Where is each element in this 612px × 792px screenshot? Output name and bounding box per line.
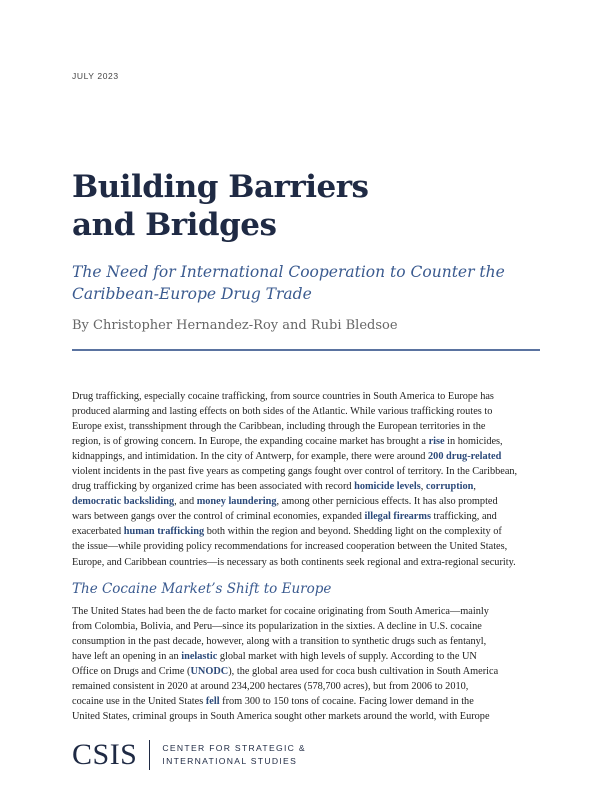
hyperlink[interactable]: fell <box>205 696 220 708</box>
text-run: consumption in the past decade, however, along with a transition to synthetic drugs such as fentanyl, <box>72 636 487 648</box>
org-name-line-1: CENTER FOR STRATEGIC & <box>162 743 306 753</box>
text-run: remained consistent in 2020 at around 234,200 hectares (578,700 acres), but from 2006 to 2010, <box>72 681 469 693</box>
text-line <box>72 649 540 664</box>
text-run: Office on Drugs and Crime ( <box>72 666 191 678</box>
text-run: , <box>473 481 476 493</box>
text-line <box>72 434 540 449</box>
text-run: kidnappings, and intimidation. In the city of Antwerp, for example, there were around <box>72 451 429 463</box>
text-line <box>72 449 540 464</box>
text-line <box>72 494 540 509</box>
text-line <box>72 694 540 709</box>
text-line <box>72 539 540 554</box>
text-line <box>72 479 540 494</box>
text-run: Europe exist, transshipment through the Caribbean, including through the European territories in the <box>72 421 486 433</box>
report-title <box>72 168 542 244</box>
hyperlink[interactable]: 200 drug-related <box>428 451 502 463</box>
text-run: have left an opening in an <box>72 651 182 663</box>
intro-paragraph <box>72 389 540 570</box>
subtitle-line-1: The Need for International Cooperation to Counter the <box>72 263 505 281</box>
org-name <box>162 742 306 768</box>
text-line <box>72 679 540 694</box>
text-run: exacerbated <box>72 526 124 538</box>
hyperlink[interactable]: homicide levels <box>354 481 421 493</box>
text-run: Drug trafficking, especially cocaine trafficking, from source countries in South America to Europe has <box>72 391 494 402</box>
footer-logo <box>72 739 306 771</box>
section-heading: The Cocaine Market’s Shift to Europe <box>72 581 332 597</box>
hyperlink[interactable]: corruption <box>425 481 474 493</box>
logo-divider <box>149 740 150 770</box>
text-line <box>72 604 540 619</box>
text-run: ), the global area used for coca bush cultivation in South America <box>228 666 499 678</box>
text-run: Europe, and Caribbean countries—is necessary as both continents seek regional and extra-regional security. <box>72 556 516 568</box>
text-run: both within the region and beyond. Shedding light on the complexity of <box>204 526 502 538</box>
byline: By Christopher Hernandez-Roy and Rubi Bledsoe <box>72 318 398 333</box>
subtitle-line-2: Caribbean-Europe Drug Trade <box>72 285 312 303</box>
text-run: , <box>420 481 426 493</box>
hyperlink[interactable]: illegal firearms <box>364 511 431 523</box>
text-run: The United States had been the de facto market for cocaine originating from South America—mainly <box>72 606 489 617</box>
divider-rule <box>72 349 540 351</box>
hyperlink[interactable]: human trafficking <box>123 526 205 538</box>
text-line <box>72 509 540 524</box>
text-run: wars between gangs over the control of criminal economies, expanded <box>72 511 365 523</box>
text-line <box>72 524 540 539</box>
text-run: region, is of growing concern. In Europe, the expanding cocaine market has brought a <box>72 436 429 448</box>
text-run: the issue—while providing policy recommendations for increased cooperation between the United States, <box>72 541 508 553</box>
hyperlink[interactable]: UNODC <box>190 666 229 678</box>
text-run: , among other pernicious effects. It has also prompted <box>276 496 498 508</box>
hyperlink[interactable]: inelastic <box>181 651 218 663</box>
report-date: JULY 2023 <box>72 71 119 81</box>
text-run: in homicides, <box>444 436 503 448</box>
text-line <box>72 664 540 679</box>
text-run: global market with high levels of supply. According to the UN <box>217 651 477 663</box>
org-name-line-2: INTERNATIONAL STUDIES <box>162 756 298 766</box>
text-run: from 300 to 150 tons of cocaine. Facing lower demand in the <box>219 696 474 708</box>
text-line <box>72 419 540 434</box>
title-line-1: Building Barriers <box>72 169 369 205</box>
text-run: violent incidents in the past five years as competing gangs fought over control of territory. In the Caribbean, <box>72 466 518 478</box>
report-subtitle <box>72 261 542 305</box>
text-run: produced alarming and lasting effects on both sides of the Atlantic. While various trafficking routes to <box>72 406 493 418</box>
text-run: cocaine use in the United States <box>72 696 206 708</box>
body-paragraph <box>72 604 540 724</box>
text-line <box>72 555 540 570</box>
hyperlink[interactable]: money laundering <box>196 496 277 508</box>
text-run: from Colombia, Bolivia, and Peru—since its popularization in the sixties. A decline in U.S. cocaine <box>72 621 482 633</box>
text-run: trafficking, and <box>430 511 497 523</box>
text-line <box>72 709 540 724</box>
hyperlink[interactable]: rise <box>428 436 445 448</box>
text-line <box>72 619 540 634</box>
text-run: United States, criminal groups in South America sought other markets around the world, with Europe <box>72 711 490 723</box>
text-run: drug trafficking by organized crime has been associated with record <box>72 481 355 493</box>
text-line <box>72 389 540 404</box>
text-line <box>72 634 540 649</box>
text-line <box>72 404 540 419</box>
title-line-2: and Bridges <box>72 207 277 243</box>
text-run: , and <box>174 496 197 508</box>
csis-logo: CSIS <box>72 738 138 771</box>
hyperlink[interactable]: democratic backsliding <box>72 496 175 508</box>
text-line <box>72 464 540 479</box>
